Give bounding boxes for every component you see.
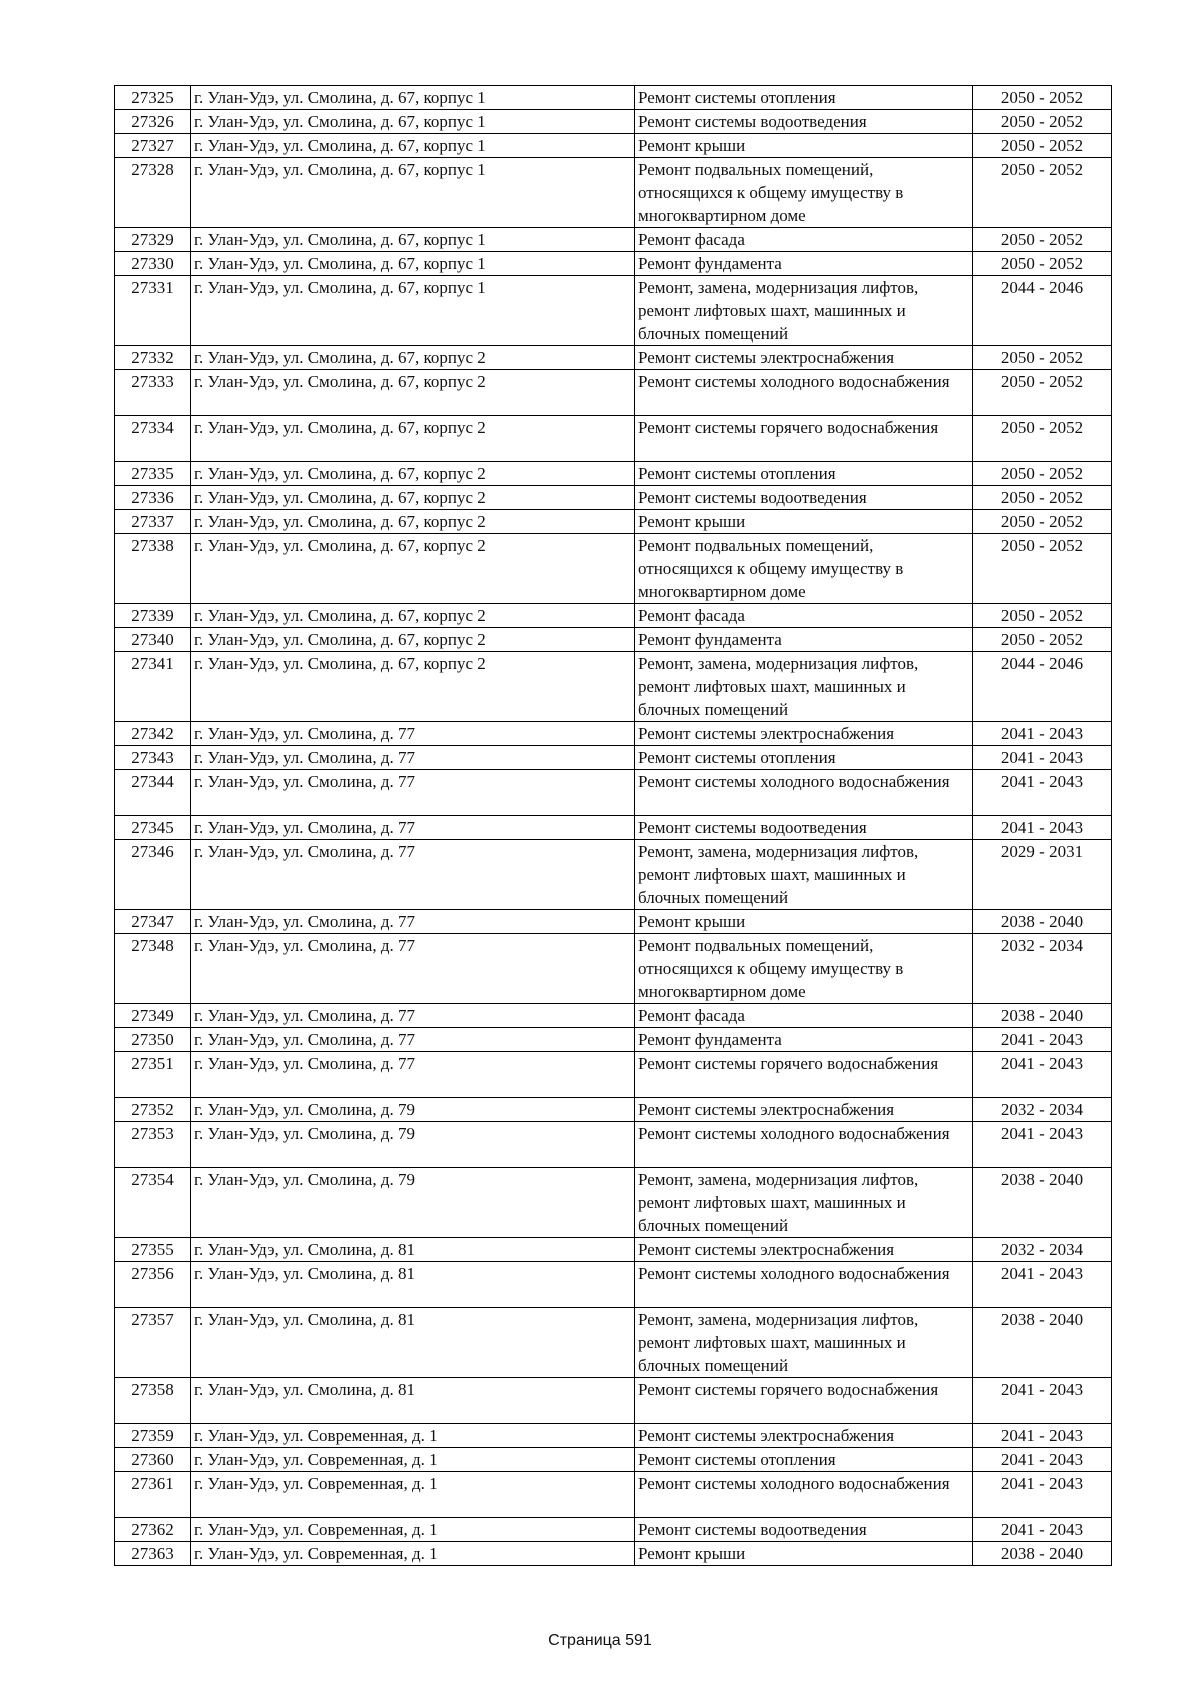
- period-cell: 2041 - 2043: [973, 722, 1112, 746]
- period-cell: 2050 - 2052: [973, 416, 1112, 462]
- address-cell: г. Улан-Удэ, ул. Смолина, д. 81: [191, 1378, 635, 1424]
- address-cell: г. Улан-Удэ, ул. Смолина, д. 67, корпус 2: [191, 534, 635, 604]
- table-row: [115, 628, 1112, 652]
- period-cell: 2050 - 2052: [973, 628, 1112, 652]
- period-cell: 2050 - 2052: [973, 158, 1112, 228]
- address-cell: г. Улан-Удэ, ул. Смолина, д. 67, корпус 2: [191, 416, 635, 462]
- table-row: [115, 1098, 1112, 1122]
- work-type-cell: Ремонт системы водоотведения: [635, 816, 973, 840]
- address-cell: г. Улан-Удэ, ул. Смолина, д. 77: [191, 816, 635, 840]
- page-number: Страница 591: [548, 1632, 652, 1649]
- row-number: 27362: [115, 1518, 191, 1542]
- row-number: 27353: [115, 1122, 191, 1168]
- works-table: [114, 85, 1112, 1566]
- period-cell: 2032 - 2034: [973, 1098, 1112, 1122]
- work-type-cell: Ремонт подвальных помещений, относящихся к общему имуществу в многоквартирном доме: [635, 158, 973, 228]
- table-row: [115, 228, 1112, 252]
- work-type-cell: Ремонт, замена, модернизация лифтов, ремонт лифтовых шахт, машинных и блочных помещений: [635, 840, 973, 910]
- address-cell: г. Улан-Удэ, ул. Смолина, д. 77: [191, 934, 635, 1004]
- table-row: [115, 1424, 1112, 1448]
- period-cell: 2032 - 2034: [973, 934, 1112, 1004]
- work-type-cell: Ремонт системы холодного водоснабжения: [635, 1262, 973, 1308]
- address-cell: г. Улан-Удэ, ул. Смолина, д. 67, корпус 2: [191, 486, 635, 510]
- address-cell: г. Улан-Удэ, ул. Смолина, д. 67, корпус 2: [191, 462, 635, 486]
- table-row: [115, 1262, 1112, 1308]
- table-row: [115, 486, 1112, 510]
- row-number: 27356: [115, 1262, 191, 1308]
- row-number: 27339: [115, 604, 191, 628]
- period-cell: 2041 - 2043: [973, 1472, 1112, 1518]
- row-number: 27346: [115, 840, 191, 910]
- table-row: [115, 746, 1112, 770]
- row-number: 27360: [115, 1448, 191, 1472]
- work-type-cell: Ремонт системы холодного водоснабжения: [635, 370, 973, 416]
- row-number: 27340: [115, 628, 191, 652]
- work-type-cell: Ремонт системы горячего водоснабжения: [635, 416, 973, 462]
- table-row: [115, 346, 1112, 370]
- work-type-cell: Ремонт системы электроснабжения: [635, 1098, 973, 1122]
- period-cell: 2041 - 2043: [973, 1424, 1112, 1448]
- table-row: [115, 816, 1112, 840]
- work-type-cell: Ремонт системы отопления: [635, 86, 973, 110]
- work-type-cell: Ремонт системы холодного водоснабжения: [635, 1122, 973, 1168]
- table-row: [115, 1122, 1112, 1168]
- row-number: 27361: [115, 1472, 191, 1518]
- table-row: [115, 1472, 1112, 1518]
- period-cell: 2041 - 2043: [973, 1518, 1112, 1542]
- row-number: 27327: [115, 134, 191, 158]
- period-cell: 2041 - 2043: [973, 1122, 1112, 1168]
- table-row: [115, 722, 1112, 746]
- address-cell: г. Улан-Удэ, ул. Смолина, д. 67, корпус 2: [191, 370, 635, 416]
- work-type-cell: Ремонт системы холодного водоснабжения: [635, 1472, 973, 1518]
- row-number: 27333: [115, 370, 191, 416]
- period-cell: 2050 - 2052: [973, 252, 1112, 276]
- row-number: 27328: [115, 158, 191, 228]
- address-cell: г. Улан-Удэ, ул. Смолина, д. 81: [191, 1238, 635, 1262]
- table-row: [115, 1004, 1112, 1028]
- period-cell: 2041 - 2043: [973, 1262, 1112, 1308]
- row-number: 27334: [115, 416, 191, 462]
- row-number: 27344: [115, 770, 191, 816]
- work-type-cell: Ремонт крыши: [635, 1542, 973, 1566]
- row-number: 27342: [115, 722, 191, 746]
- work-type-cell: Ремонт системы отопления: [635, 462, 973, 486]
- table-row: [115, 1448, 1112, 1472]
- table-row: [115, 1238, 1112, 1262]
- period-cell: 2044 - 2046: [973, 276, 1112, 346]
- address-cell: г. Улан-Удэ, ул. Смолина, д. 81: [191, 1308, 635, 1378]
- work-type-cell: Ремонт крыши: [635, 510, 973, 534]
- period-cell: 2050 - 2052: [973, 110, 1112, 134]
- address-cell: г. Улан-Удэ, ул. Смолина, д. 79: [191, 1168, 635, 1238]
- table-row: [115, 134, 1112, 158]
- table-row: [115, 934, 1112, 1004]
- row-number: 27347: [115, 910, 191, 934]
- address-cell: г. Улан-Удэ, ул. Смолина, д. 77: [191, 1052, 635, 1098]
- address-cell: г. Улан-Удэ, ул. Смолина, д. 67, корпус 1: [191, 228, 635, 252]
- work-type-cell: Ремонт фасада: [635, 604, 973, 628]
- work-type-cell: Ремонт системы отопления: [635, 746, 973, 770]
- row-number: 27357: [115, 1308, 191, 1378]
- work-type-cell: Ремонт системы холодного водоснабжения: [635, 770, 973, 816]
- work-type-cell: Ремонт системы горячего водоснабжения: [635, 1052, 973, 1098]
- row-number: 27349: [115, 1004, 191, 1028]
- period-cell: 2041 - 2043: [973, 1448, 1112, 1472]
- table-row: [115, 86, 1112, 110]
- address-cell: г. Улан-Удэ, ул. Смолина, д. 77: [191, 770, 635, 816]
- address-cell: г. Улан-Удэ, ул. Смолина, д. 77: [191, 910, 635, 934]
- table-row: [115, 652, 1112, 722]
- table-row: [115, 534, 1112, 604]
- work-type-cell: Ремонт фундамента: [635, 628, 973, 652]
- address-cell: г. Улан-Удэ, ул. Современная, д. 1: [191, 1448, 635, 1472]
- table-row: [115, 110, 1112, 134]
- work-type-cell: Ремонт, замена, модернизация лифтов, ремонт лифтовых шахт, машинных и блочных помещений: [635, 652, 973, 722]
- period-cell: 2050 - 2052: [973, 370, 1112, 416]
- address-cell: г. Улан-Удэ, ул. Смолина, д. 67, корпус 2: [191, 652, 635, 722]
- table-body: [115, 86, 1112, 1566]
- row-number: 27326: [115, 110, 191, 134]
- address-cell: г. Улан-Удэ, ул. Смолина, д. 67, корпус 2: [191, 510, 635, 534]
- row-number: 27358: [115, 1378, 191, 1424]
- address-cell: г. Улан-Удэ, ул. Современная, д. 1: [191, 1472, 635, 1518]
- row-number: 27338: [115, 534, 191, 604]
- work-type-cell: Ремонт, замена, модернизация лифтов, ремонт лифтовых шахт, машинных и блочных помещений: [635, 1308, 973, 1378]
- work-type-cell: Ремонт системы электроснабжения: [635, 346, 973, 370]
- table-row: [115, 1028, 1112, 1052]
- row-number: 27355: [115, 1238, 191, 1262]
- work-type-cell: Ремонт системы электроснабжения: [635, 1424, 973, 1448]
- work-type-cell: Ремонт крыши: [635, 910, 973, 934]
- row-number: 27325: [115, 86, 191, 110]
- table-row: [115, 510, 1112, 534]
- period-cell: 2050 - 2052: [973, 534, 1112, 604]
- period-cell: 2050 - 2052: [973, 346, 1112, 370]
- period-cell: 2032 - 2034: [973, 1238, 1112, 1262]
- period-cell: 2038 - 2040: [973, 1168, 1112, 1238]
- address-cell: г. Улан-Удэ, ул. Смолина, д. 79: [191, 1098, 635, 1122]
- row-number: 27350: [115, 1028, 191, 1052]
- address-cell: г. Улан-Удэ, ул. Смолина, д. 67, корпус 1: [191, 158, 635, 228]
- row-number: 27351: [115, 1052, 191, 1098]
- period-cell: 2041 - 2043: [973, 746, 1112, 770]
- row-number: 27363: [115, 1542, 191, 1566]
- work-type-cell: Ремонт фундамента: [635, 252, 973, 276]
- row-number: 27332: [115, 346, 191, 370]
- work-type-cell: Ремонт, замена, модернизация лифтов, ремонт лифтовых шахт, машинных и блочных помещений: [635, 276, 973, 346]
- table-row: [115, 840, 1112, 910]
- work-type-cell: Ремонт системы водоотведения: [635, 486, 973, 510]
- period-cell: 2050 - 2052: [973, 86, 1112, 110]
- period-cell: 2029 - 2031: [973, 840, 1112, 910]
- period-cell: 2041 - 2043: [973, 1378, 1112, 1424]
- row-number: 27335: [115, 462, 191, 486]
- table-row: [115, 416, 1112, 462]
- row-number: 27329: [115, 228, 191, 252]
- period-cell: 2041 - 2043: [973, 816, 1112, 840]
- period-cell: 2041 - 2043: [973, 770, 1112, 816]
- address-cell: г. Улан-Удэ, ул. Смолина, д. 67, корпус 2: [191, 628, 635, 652]
- period-cell: 2050 - 2052: [973, 462, 1112, 486]
- work-type-cell: Ремонт системы электроснабжения: [635, 722, 973, 746]
- address-cell: г. Улан-Удэ, ул. Современная, д. 1: [191, 1424, 635, 1448]
- period-cell: 2050 - 2052: [973, 134, 1112, 158]
- table-row: [115, 604, 1112, 628]
- table-row: [115, 1308, 1112, 1378]
- address-cell: г. Улан-Удэ, ул. Современная, д. 1: [191, 1542, 635, 1566]
- table-row: [115, 1518, 1112, 1542]
- period-cell: 2044 - 2046: [973, 652, 1112, 722]
- work-type-cell: Ремонт системы отопления: [635, 1448, 973, 1472]
- period-cell: 2038 - 2040: [973, 1542, 1112, 1566]
- table-row: [115, 1378, 1112, 1424]
- row-number: 27331: [115, 276, 191, 346]
- row-number: 27336: [115, 486, 191, 510]
- work-type-cell: Ремонт фасада: [635, 228, 973, 252]
- work-type-cell: Ремонт системы водоотведения: [635, 110, 973, 134]
- period-cell: 2050 - 2052: [973, 228, 1112, 252]
- work-type-cell: Ремонт фундамента: [635, 1028, 973, 1052]
- row-number: 27337: [115, 510, 191, 534]
- address-cell: г. Улан-Удэ, ул. Смолина, д. 67, корпус 2: [191, 346, 635, 370]
- row-number: 27345: [115, 816, 191, 840]
- period-cell: 2050 - 2052: [973, 510, 1112, 534]
- address-cell: г. Улан-Удэ, ул. Смолина, д. 77: [191, 1028, 635, 1052]
- table-row: [115, 1052, 1112, 1098]
- table-row: [115, 462, 1112, 486]
- address-cell: г. Улан-Удэ, ул. Смолина, д. 67, корпус 1: [191, 276, 635, 346]
- address-cell: г. Улан-Удэ, ул. Смолина, д. 81: [191, 1262, 635, 1308]
- table-row: [115, 252, 1112, 276]
- address-cell: г. Улан-Удэ, ул. Смолина, д. 67, корпус 1: [191, 134, 635, 158]
- address-cell: г. Улан-Удэ, ул. Смолина, д. 67, корпус 1: [191, 110, 635, 134]
- period-cell: 2038 - 2040: [973, 910, 1112, 934]
- address-cell: г. Улан-Удэ, ул. Смолина, д. 79: [191, 1122, 635, 1168]
- row-number: 27359: [115, 1424, 191, 1448]
- table-row: [115, 1168, 1112, 1238]
- period-cell: 2050 - 2052: [973, 486, 1112, 510]
- address-cell: г. Улан-Удэ, ул. Смолина, д. 77: [191, 1004, 635, 1028]
- work-type-cell: Ремонт фасада: [635, 1004, 973, 1028]
- work-type-cell: Ремонт системы электроснабжения: [635, 1238, 973, 1262]
- table-row: [115, 158, 1112, 228]
- row-number: 27330: [115, 252, 191, 276]
- address-cell: г. Улан-Удэ, ул. Смолина, д. 67, корпус 1: [191, 86, 635, 110]
- work-type-cell: Ремонт подвальных помещений, относящихся к общему имуществу в многоквартирном доме: [635, 934, 973, 1004]
- work-type-cell: Ремонт подвальных помещений, относящихся к общему имуществу в многоквартирном доме: [635, 534, 973, 604]
- table-row: [115, 1542, 1112, 1566]
- work-type-cell: Ремонт крыши: [635, 134, 973, 158]
- period-cell: 2038 - 2040: [973, 1308, 1112, 1378]
- period-cell: 2041 - 2043: [973, 1028, 1112, 1052]
- row-number: 27343: [115, 746, 191, 770]
- row-number: 27354: [115, 1168, 191, 1238]
- address-cell: г. Улан-Удэ, ул. Смолина, д. 77: [191, 722, 635, 746]
- period-cell: 2041 - 2043: [973, 1052, 1112, 1098]
- row-number: 27341: [115, 652, 191, 722]
- work-type-cell: Ремонт системы горячего водоснабжения: [635, 1378, 973, 1424]
- address-cell: г. Улан-Удэ, ул. Смолина, д. 77: [191, 746, 635, 770]
- table-row: [115, 910, 1112, 934]
- work-type-cell: Ремонт системы водоотведения: [635, 1518, 973, 1542]
- address-cell: г. Улан-Удэ, ул. Современная, д. 1: [191, 1518, 635, 1542]
- period-cell: 2050 - 2052: [973, 604, 1112, 628]
- row-number: 27352: [115, 1098, 191, 1122]
- address-cell: г. Улан-Удэ, ул. Смолина, д. 67, корпус 2: [191, 604, 635, 628]
- work-type-cell: Ремонт, замена, модернизация лифтов, ремонт лифтовых шахт, машинных и блочных помещений: [635, 1168, 973, 1238]
- table-row: [115, 370, 1112, 416]
- table-row: [115, 276, 1112, 346]
- period-cell: 2038 - 2040: [973, 1004, 1112, 1028]
- row-number: 27348: [115, 934, 191, 1004]
- address-cell: г. Улан-Удэ, ул. Смолина, д. 77: [191, 840, 635, 910]
- address-cell: г. Улан-Удэ, ул. Смолина, д. 67, корпус 1: [191, 252, 635, 276]
- table-row: [115, 770, 1112, 816]
